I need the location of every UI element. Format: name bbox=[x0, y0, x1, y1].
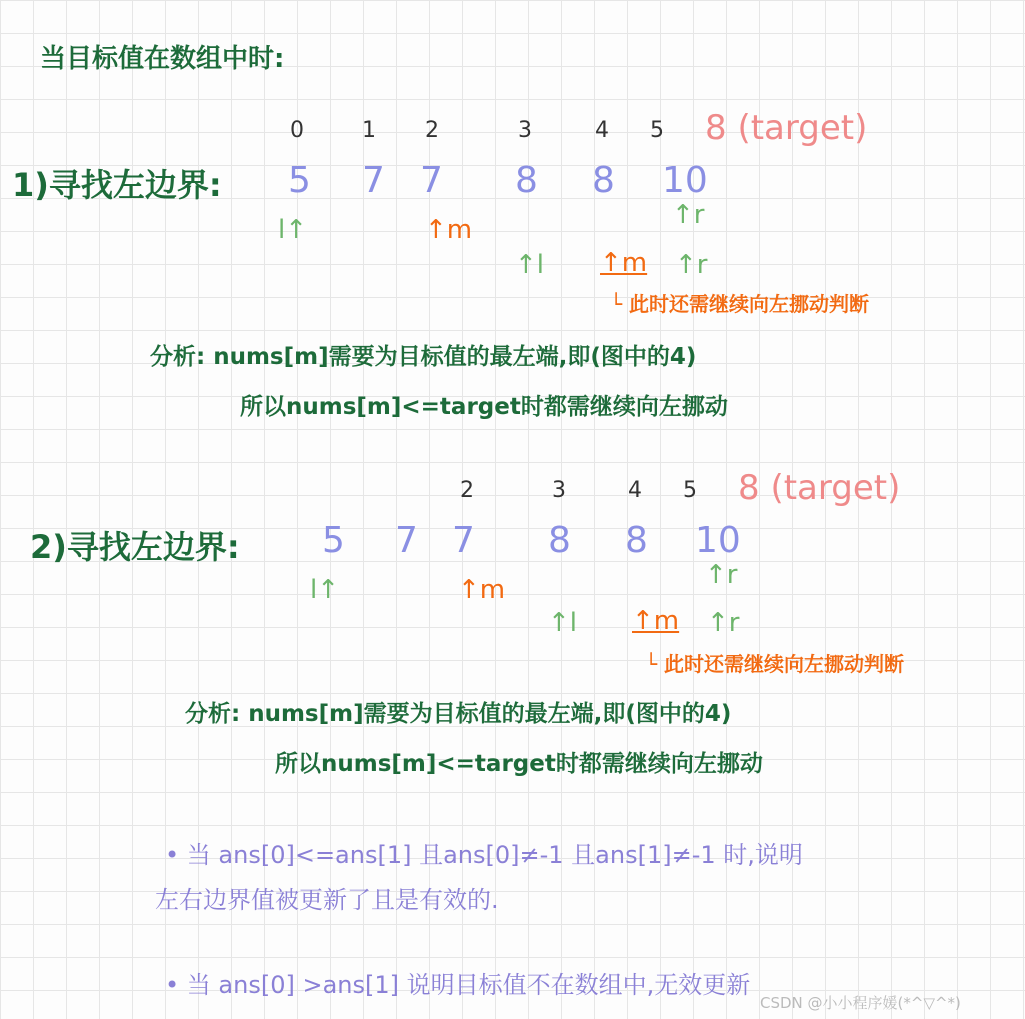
index-label: 5 bbox=[683, 478, 697, 503]
section-2-title: 2)寻找左边界: bbox=[30, 528, 240, 566]
array-value: 7 bbox=[362, 160, 385, 201]
target-label: 8 (target) bbox=[738, 468, 901, 508]
pointer-r: ↑r bbox=[707, 608, 740, 638]
array-value: 7 bbox=[420, 160, 443, 201]
pointer-m: ↑m bbox=[458, 575, 506, 605]
analysis-line: 所以nums[m]<=target时都需继续向左挪动 bbox=[240, 394, 728, 420]
pointer-l: l↑ bbox=[278, 215, 308, 245]
array-value: 5 bbox=[322, 520, 345, 561]
pointer-l: l↑ bbox=[310, 575, 340, 605]
analysis-line: 分析: nums[m]需要为目标值的最左端,即(图中的4) bbox=[150, 344, 697, 370]
index-label: 3 bbox=[552, 478, 566, 503]
index-label: 2 bbox=[425, 118, 439, 143]
index-label: 0 bbox=[290, 118, 304, 143]
array-value: 7 bbox=[395, 520, 418, 561]
array-value: 10 bbox=[695, 520, 741, 561]
index-label: 4 bbox=[628, 478, 642, 503]
note: └ 此时还需继续向左挪动判断 bbox=[610, 292, 870, 316]
pointer-m: ↑m bbox=[632, 606, 680, 636]
pointer-m: ↑m bbox=[600, 248, 648, 278]
index-label: 3 bbox=[518, 118, 532, 143]
target-label: 8 (target) bbox=[705, 108, 868, 148]
analysis-line: 所以nums[m]<=target时都需继续向左挪动 bbox=[275, 751, 763, 777]
section-1-title: 1)寻找左边界: bbox=[12, 166, 222, 204]
note: └ 此时还需继续向左挪动判断 bbox=[645, 652, 905, 676]
pointer-l: ↑l bbox=[548, 608, 578, 638]
pointer-l: ↑l bbox=[515, 250, 545, 280]
array-value: 10 bbox=[662, 160, 708, 201]
page-heading: 当目标值在数组中时: bbox=[40, 44, 285, 74]
watermark: CSDN @小小程序媛(*^▽^*) bbox=[760, 994, 961, 1012]
analysis-line: 分析: nums[m]需要为目标值的最左端,即(图中的4) bbox=[185, 701, 732, 727]
array-value: 8 bbox=[515, 160, 538, 201]
index-label: 1 bbox=[362, 118, 376, 143]
index-label: 2 bbox=[460, 478, 474, 503]
pointer-m: ↑m bbox=[425, 215, 473, 245]
pointer-r: ↑r bbox=[675, 250, 708, 280]
pointer-r: ↑r bbox=[705, 560, 738, 590]
array-value: 5 bbox=[288, 160, 311, 201]
pointer-r: ↑r bbox=[672, 200, 705, 230]
array-value: 8 bbox=[592, 160, 615, 201]
array-value: 8 bbox=[548, 520, 571, 561]
index-label: 5 bbox=[650, 118, 664, 143]
bullet-invalid-line-1: • 当 ans[0] >ans[1] 说明目标值不在数组中,无效更新 bbox=[165, 971, 751, 999]
array-value: 8 bbox=[625, 520, 648, 561]
bullet-valid-line-2: 左右边界值被更新了且是有效的. bbox=[155, 886, 499, 914]
bullet-valid-line-1: • 当 ans[0]<=ans[1] 且ans[0]≠-1 且ans[1]≠-1 时,说明 bbox=[165, 841, 803, 869]
array-value: 7 bbox=[452, 520, 475, 561]
index-label: 4 bbox=[595, 118, 609, 143]
